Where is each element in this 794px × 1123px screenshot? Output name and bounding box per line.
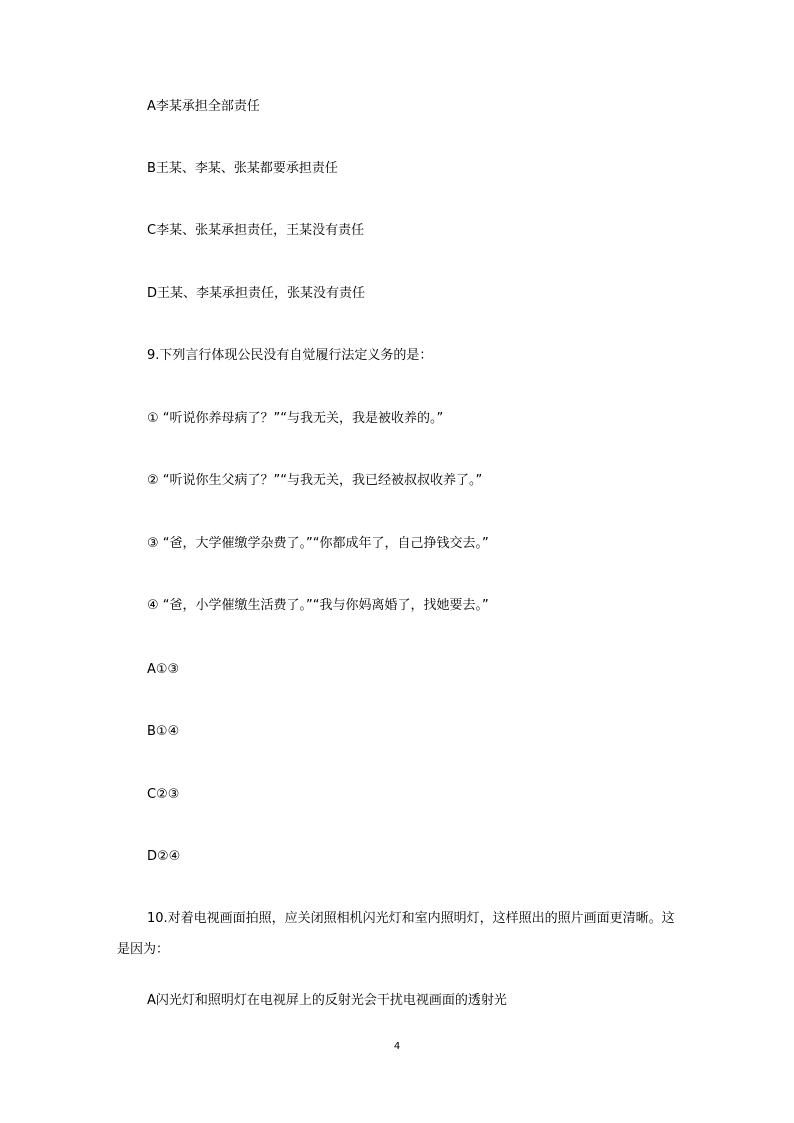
q9-statement-3: ③ “爸，大学催缴学杂费了。”“你都成年了，自己挣钱交去。” [147,536,489,551]
q9-option-b: B①④ [147,724,180,739]
q10-option-a: A闪光灯和照明灯在电视屏上的反射光会干扰电视画面的透射光 [147,993,507,1008]
q9-option-c: C②③ [147,787,180,802]
q8-option-b: B王某、李某、张某都要承担责任 [147,161,338,176]
q9-statement-2: ② “听说你生父病了？”“与我无关，我已经被叔叔收养了。” [147,473,483,488]
q9-option-d: D②④ [147,849,181,864]
page-number: 4 [393,1041,401,1052]
q9-question: 9.下列言行体现公民没有自觉履行法定义务的是： [147,348,433,363]
q8-option-a: A李某承担全部责任 [147,99,260,114]
q8-option-c: C李某、张某承担责任，王某没有责任 [147,223,365,238]
q8-option-d: D王某、李某承担责任，张某没有责任 [147,286,366,301]
q10-question: 10.对着电视画面拍照，应关闭照相机闪光灯和室内照明灯，这样照出的照片画面更清晰。这是因为： [117,911,675,957]
q9-statement-1: ① “听说你养母病了？”“与我无关，我是被收养的。” [147,411,444,426]
q9-option-a: A①③ [147,662,180,677]
q9-statement-4: ④ “爸，小学催缴生活费了。”“我与你妈离婚了，找她要去。” [147,598,489,613]
